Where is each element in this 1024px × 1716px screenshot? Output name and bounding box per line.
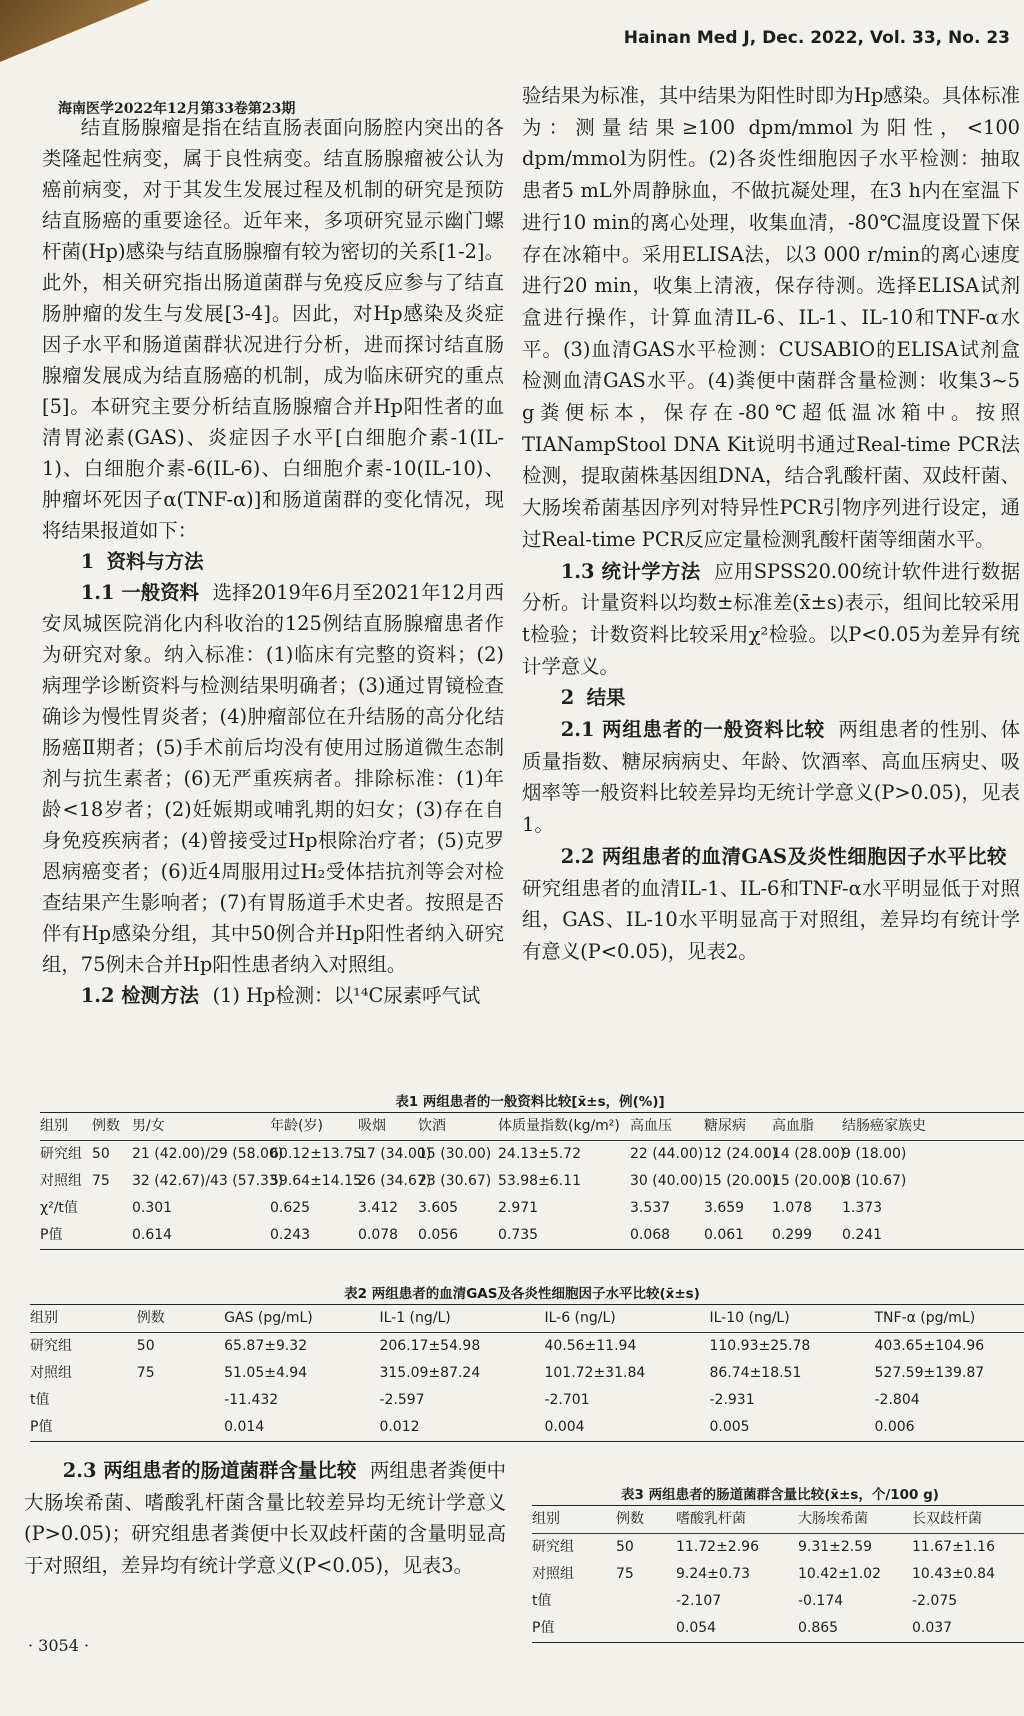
table-cell: 0.012 <box>379 1419 420 1435</box>
table-cell: 10.42±1.02 <box>798 1566 881 1582</box>
table-cell: 0.078 <box>358 1227 399 1243</box>
section-1-heading <box>42 546 504 577</box>
table-cell: -2.597 <box>379 1392 425 1408</box>
table-cell: 50 <box>136 1338 155 1354</box>
table-cell: 60.12±13.75 <box>270 1146 362 1162</box>
left-column <box>42 112 504 1011</box>
table-rule <box>30 1441 1024 1442</box>
table-cell: 对照组 <box>532 1566 574 1582</box>
table-header-cell: IL-1 (ng/L) <box>379 1310 451 1326</box>
table-header-cell: 例数 <box>92 1118 120 1134</box>
table-rule <box>532 1642 1024 1643</box>
section-2-heading <box>522 682 1020 714</box>
table-header-cell: 长双歧杆菌 <box>912 1511 982 1527</box>
table-header-cell: TNF-α (pg/mL) <box>874 1310 976 1326</box>
table-header-cell: 体质量指数(kg/m²) <box>498 1118 620 1134</box>
table-cell: 65.87±9.32 <box>224 1338 308 1354</box>
running-head-left: 海南医学2022年12月第33卷第23期 <box>58 101 296 117</box>
table-row <box>30 1360 1024 1387</box>
subsection-1-2-heading: 1.2 检测方法 <box>80 984 199 1007</box>
table-cell: 对照组 <box>40 1173 82 1189</box>
table-header-cell: GAS (pg/mL) <box>224 1310 313 1326</box>
table-header-cell: 男/女 <box>132 1118 165 1134</box>
table-cell: -2.804 <box>874 1392 920 1408</box>
table-2 <box>30 1304 1024 1442</box>
subsection-2-3 <box>24 1455 506 1582</box>
table-cell: 0.241 <box>842 1227 883 1243</box>
table-header-cell: 高血压 <box>630 1118 672 1134</box>
table-header-cell: 吸烟 <box>358 1118 386 1134</box>
table-header-row <box>40 1113 1024 1140</box>
table-cell: 0.865 <box>798 1620 839 1636</box>
subsection-1-2-text: (1) Hp检测：以¹⁴C尿素呼气试 <box>212 984 481 1007</box>
table-cell: -2.107 <box>676 1593 722 1609</box>
table-cell: -11.432 <box>224 1392 279 1408</box>
table-cell: 0.625 <box>270 1200 311 1216</box>
table-cell: 0.299 <box>772 1227 813 1243</box>
table-header-cell: 组别 <box>30 1310 58 1326</box>
table-cell: 15 (30.00) <box>418 1146 492 1162</box>
table-cell: 403.65±104.96 <box>874 1338 985 1354</box>
table-cell: 0.243 <box>270 1227 311 1243</box>
table-cell: 110.93±25.78 <box>709 1338 811 1354</box>
table-1-title: 表1 两组患者的一般资料比较[x̄±s，例(%)] <box>395 1094 665 1110</box>
table-cell: 0.735 <box>498 1227 539 1243</box>
table-cell: 3.537 <box>630 1200 671 1216</box>
table-cell: 21 (42.00)/29 (58.00) <box>132 1146 284 1162</box>
table-header-cell: 高血脂 <box>772 1118 814 1134</box>
table-cell: χ²/t值 <box>40 1200 78 1216</box>
table-header-cell: 组别 <box>532 1511 560 1527</box>
table-cell: 15 (20.00) <box>772 1173 846 1189</box>
table-cell: 0.006 <box>874 1419 915 1435</box>
table-cell: 0.056 <box>418 1227 459 1243</box>
table-cell: 3.412 <box>358 1200 399 1216</box>
table-row <box>30 1414 1024 1441</box>
table-cell: 53.98±6.11 <box>498 1173 581 1189</box>
table-cell: 9.24±0.73 <box>676 1566 751 1582</box>
table-cell: 50 <box>616 1539 634 1555</box>
table-cell: 101.72±31.84 <box>544 1365 646 1381</box>
table-cell: 对照组 <box>30 1365 72 1381</box>
table-header-cell: 大肠埃希菌 <box>798 1511 868 1527</box>
table-3-title: 表3 两组患者的肠道菌群含量比较(x̄±s，个/100 g) <box>621 1487 939 1503</box>
subsection-2-1-heading: 2.1 两组患者的一般资料比较 <box>560 718 825 742</box>
table-cell: 8 (10.67) <box>842 1173 907 1189</box>
table-cell: 11.72±2.96 <box>676 1539 759 1555</box>
table-cell: 75 <box>616 1566 634 1582</box>
section-2-title: 结果 <box>586 686 626 710</box>
table-cell: P值 <box>40 1227 63 1243</box>
table-header-cell: 饮酒 <box>418 1118 446 1134</box>
table-cell: 315.09±87.24 <box>379 1365 481 1381</box>
table-cell: -2.075 <box>912 1593 958 1609</box>
table-header-cell: IL-6 (ng/L) <box>544 1310 616 1326</box>
table-rule <box>40 1249 1024 1250</box>
table-cell: 12 (24.00) <box>704 1146 778 1162</box>
right-column <box>522 80 1020 968</box>
table-row <box>532 1534 1024 1561</box>
table-row <box>30 1333 1024 1360</box>
table-cell: P值 <box>30 1419 53 1435</box>
subsection-1-2 <box>42 980 504 1011</box>
table-cell: 0.037 <box>912 1620 953 1636</box>
table-header-cell: 嗜酸乳杆菌 <box>676 1511 746 1527</box>
subsection-2-3-text: 两组患者粪便中大肠埃希菌、嗜酸乳杆菌含量比较差异均无统计学意义(P>0.05)；研究组患者粪便中长双歧杆菌的含量明显高于对照组，差异均有统计学意义(P<0.05)，见表3。 <box>24 1459 506 1578</box>
table-cell: 11.67±1.16 <box>912 1539 995 1555</box>
table-row <box>40 1195 1024 1222</box>
table-cell: 40.56±11.94 <box>544 1338 637 1354</box>
table-cell: 26 (34.67) <box>358 1173 432 1189</box>
table-header-cell: IL-10 (ng/L) <box>709 1310 790 1326</box>
subsection-1-1 <box>42 577 504 980</box>
table-cell: 2.971 <box>498 1200 539 1216</box>
subsection-2-1-text: 两组患者的性别、体质量指数、糖尿病病史、年龄、饮酒率、高血压病史、吸烟率等一般资料比较差异均无统计学意义(P>0.05)，见表1。 <box>522 718 1020 837</box>
table-cell: 24.13±5.72 <box>498 1146 581 1162</box>
subsection-2-2 <box>522 841 1020 968</box>
table-cell: 15 (20.00) <box>704 1173 778 1189</box>
table-cell: 75 <box>92 1173 110 1189</box>
table-cell: 10.43±0.84 <box>912 1566 995 1582</box>
table-1 <box>40 1112 1024 1250</box>
table-cell: P值 <box>532 1620 555 1636</box>
table-cell: 9 (18.00) <box>842 1146 907 1162</box>
subsection-2-3-heading: 2.3 两组患者的肠道菌群含量比较 <box>62 1459 357 1482</box>
table-row <box>40 1141 1024 1168</box>
table-cell: 0.061 <box>704 1227 745 1243</box>
table-row <box>40 1222 1024 1249</box>
table-cell: 14 (28.00) <box>772 1146 846 1162</box>
table-header-cell: 例数 <box>136 1310 165 1326</box>
table-cell: 23 (30.67) <box>418 1173 492 1189</box>
table-cell: -2.701 <box>544 1392 590 1408</box>
subsection-1-1-heading: 1.1 一般资料 <box>80 581 200 604</box>
table-cell: 3.659 <box>704 1200 745 1216</box>
running-head-right: Hainan Med J, Dec. 2022, Vol. 33, No. 23 <box>623 28 1010 48</box>
table-header-row <box>30 1305 1024 1332</box>
table-cell: 0.068 <box>630 1227 671 1243</box>
table-cell: 0.014 <box>224 1419 265 1435</box>
table-cell: 3.605 <box>418 1200 459 1216</box>
table-cell: 527.59±139.87 <box>874 1365 985 1381</box>
table-cell: 1.078 <box>772 1200 813 1216</box>
table-cell: 50 <box>92 1146 110 1162</box>
subsection-2-1 <box>522 714 1020 841</box>
section-2-number: 2 <box>560 686 575 710</box>
table-cell: 9.31±2.59 <box>798 1539 873 1555</box>
page-number: · 3054 · <box>28 1636 90 1655</box>
table-cell: t值 <box>532 1593 552 1609</box>
table-header-cell: 糖尿病 <box>704 1118 746 1134</box>
table-cell: 0.004 <box>544 1419 585 1435</box>
table-header-cell: 例数 <box>616 1511 644 1527</box>
section-1-title: 资料与方法 <box>106 550 204 573</box>
table-cell: 32 (42.67)/43 (57.33) <box>132 1173 284 1189</box>
table-cell: 30 (40.00) <box>630 1173 704 1189</box>
table-row <box>532 1615 1024 1642</box>
table-header-cell: 组别 <box>40 1118 68 1134</box>
table-row <box>30 1387 1024 1414</box>
table-header-row <box>532 1506 1024 1533</box>
intro-paragraph: 结直肠腺瘤是指在结直肠表面向肠腔内突出的各类隆起性病变，属于良性病变。结直肠腺瘤被公认为癌前病变，对于其发生发展过程及机制的研究是预防结直肠癌的重要途径。近年来，多项研究显示幽门螺杆菌(Hp)感染与结直肠腺瘤有较为密切的关系[1-2]。此外，相关研究指出肠道菌群与免疫反应参与了结直肠肿瘤的发生与发展[3-4]。因此，对Hp感染及炎症因子水平和肠道菌群状况进行分析，进而探讨结直肠腺瘤发展成为结直肠癌的机制，成为临床研究的重点[5]。本研究主要分析结直肠腺瘤合并Hp阳性者的血清胃泌素(GAS)、炎症因子水平[白细胞介素-1(IL-1)、白细胞介素-6(IL-6)、白细胞介素-10(IL-10)、肿瘤坏死因子α(TNF-α)]和肠道菌群的变化情况，现将结果报道如下： <box>42 116 504 542</box>
table-row <box>40 1168 1024 1195</box>
table-row <box>532 1588 1024 1615</box>
table-cell: 86.74±18.51 <box>709 1365 802 1381</box>
table-header-cell: 年龄(岁) <box>270 1118 323 1134</box>
table-header-cell: 结肠癌家族史 <box>842 1118 926 1134</box>
table-3 <box>532 1505 1024 1643</box>
table-2-title: 表2 两组患者的血清GAS及各炎性细胞因子水平比较(x̄±s) <box>344 1286 700 1302</box>
table-cell: 0.005 <box>709 1419 750 1435</box>
table-cell: 研究组 <box>30 1338 72 1354</box>
table-cell: 0.301 <box>132 1200 173 1216</box>
table-cell: 206.17±54.98 <box>379 1338 481 1354</box>
table-cell: t值 <box>30 1392 50 1408</box>
table-cell: 59.64±14.15 <box>270 1173 362 1189</box>
section-1-number: 1 <box>80 550 95 573</box>
subsection-2-2-heading: 2.2 两组患者的血清GAS及炎性细胞因子水平比较 <box>560 844 1007 868</box>
subsection-1-3-text: 应用SPSS20.00统计软件进行数据分析。计量资料以均数±标准差(x̄±s)表示，组间比较采用t检验；计数资料比较采用χ²检验。以P<0.05为差异有统计学意义。 <box>522 559 1020 678</box>
subsection-1-1-text: 选择2019年6月至2021年12月西安凤城医院消化内科收治的125例结直肠腺瘤患者作为研究对象。纳入标准：(1)临床有完整的资料；(2)病理学诊断资料与检测结果明确者；(3)通过胃镜检查确诊为慢性胃炎者；(4)肿瘤部位在升结肠的高分化结肠癌Ⅱ期者；(5)手术前后均没有使用过肠道微生态制剂与抗生素者；(6)无严重疾病者。排除标准：(1)年龄<18岁者；(2)妊娠期或哺乳期的妇女；(3)存在自身免疫疾病者；(4)曾接受过Hp根除治疗者；(5)克罗恩病癌变者；(6)近4周服用过H₂受体拮抗剂等会对检查结果产生影响者；(7)有胃肠道手术史者。按照是否伴有Hp感染分组，其中50例合并Hp阳性者纳入研究组，75例未合并Hp阳性患者纳入对照组。 <box>42 581 504 976</box>
detection-methods-continued: 验结果为标准，其中结果为阳性时即为Hp感染。具体标准为：测量结果≥100 dpm/mmol为阳性，<100 dpm/mmol为阴性。(2)各炎性细胞因子水平检测：抽取患者5 mL外周静脉血，不做抗凝处理，在3 h内在室温下进行10 min的离心处理，收集血清，-80℃温度设置下保存在冰箱中。采用ELISA法，以3 000 r/min的离心速度进行20 min，收集上清液，保存待测。选择ELISA试剂盒进行操作，计算血清IL-6、IL-1、IL-10和TNF-α水平。(3)血清GAS水平检测：CUSABIO的ELISA试剂盒检测血清GAS水平。(4)粪便中菌群含量检测：收集3~5 g粪便标本，保存在-80℃超低温冰箱中。按照TIANampStool DNA Kit说明书通过Real-time PCR法检测，提取菌株基因组DNA，结合乳酸杆菌、双歧杆菌、大肠埃希菌基因序列对特异性PCR引物序列进行设定，通过Real-time PCR反应定量检测乳酸杆菌等细菌水平。 <box>522 84 1020 551</box>
table-row <box>532 1561 1024 1588</box>
table-cell: -2.931 <box>709 1392 755 1408</box>
table-cell: 1.373 <box>842 1200 883 1216</box>
subsection-2-2-text: 研究组患者的血清IL-1、IL-6和TNF-α水平明显低于对照组，GAS、IL-10水平明显高于对照组，差异均有统计学有意义(P<0.05)，见表2。 <box>522 876 1020 963</box>
table-cell: -0.174 <box>798 1593 844 1609</box>
table-cell: 22 (44.00) <box>630 1146 704 1162</box>
table-cell: 0.054 <box>676 1620 717 1636</box>
subsection-1-3 <box>522 556 1020 683</box>
table-cell: 研究组 <box>532 1539 574 1555</box>
subsection-1-3-heading: 1.3 统计学方法 <box>560 559 701 583</box>
page-corner-background <box>0 0 150 62</box>
table-cell: 75 <box>136 1365 155 1381</box>
table-cell: 0.614 <box>132 1227 173 1243</box>
table-cell: 研究组 <box>40 1146 82 1162</box>
table-cell: 17 (34.00) <box>358 1146 432 1162</box>
table-cell: 51.05±4.94 <box>224 1365 308 1381</box>
